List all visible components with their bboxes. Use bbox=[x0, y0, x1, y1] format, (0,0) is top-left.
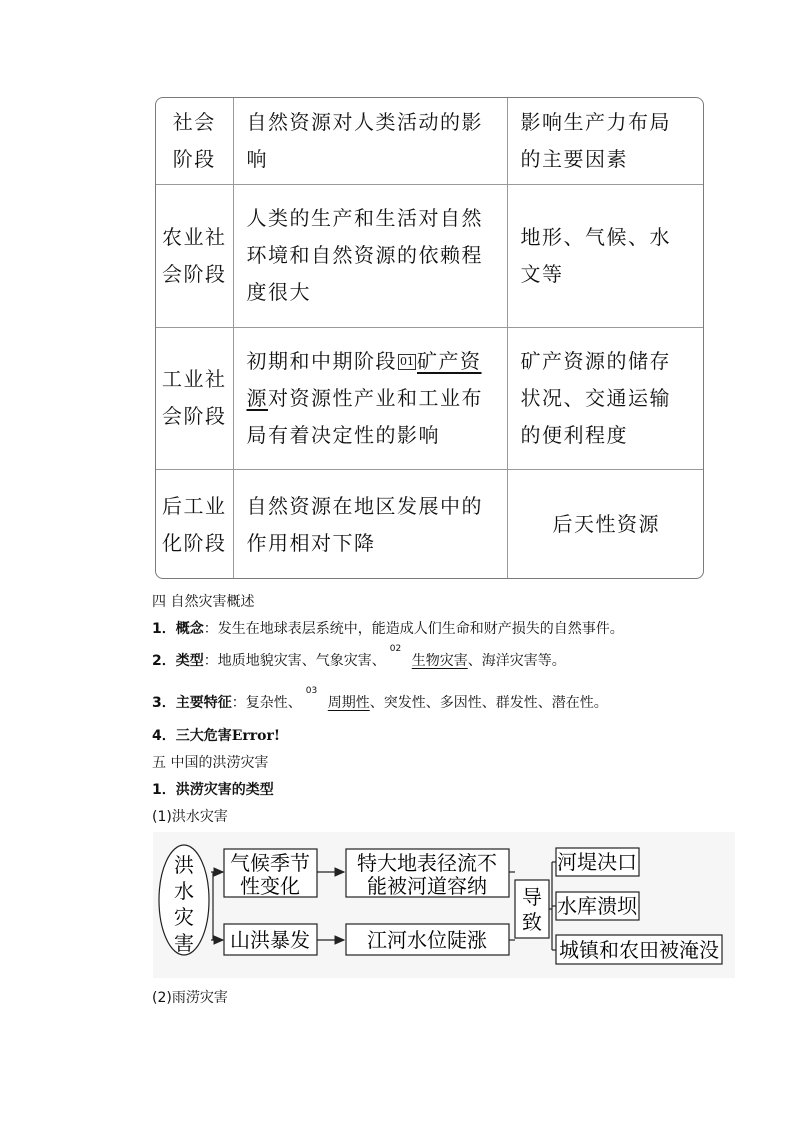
hazards-line: 4．三大危害Error! bbox=[152, 728, 281, 744]
effect-cell: 人类的生产和生活对自然环境和自然资源的依赖程度很大 bbox=[233, 184, 507, 327]
types-line: 2．类型：地质地貌灾害、气象灾害、 02 生物灾害、海洋灾害等。 bbox=[152, 644, 566, 669]
svg-text:导: 导 bbox=[522, 885, 542, 909]
table-row bbox=[156, 184, 704, 327]
root-char: 灾 bbox=[174, 905, 194, 929]
cause-box-climate bbox=[224, 849, 317, 898]
svg-text:江河水位陡涨: 江河水位陡涨 bbox=[367, 928, 487, 952]
resource-stage-table bbox=[155, 97, 704, 579]
stage-cell: 后工业化阶段 bbox=[156, 469, 233, 579]
root-char: 洪 bbox=[174, 853, 194, 877]
root-node bbox=[159, 845, 209, 955]
svg-text:城镇和农田被淹没: 城镇和农田被淹没 bbox=[559, 938, 719, 962]
rain-label: (2)雨涝灾害 bbox=[152, 990, 228, 1006]
factors-cell: 地形、气候、水文等 bbox=[507, 184, 704, 327]
effect-box-runoff bbox=[346, 849, 509, 898]
svg-text:气候季节: 气候季节 bbox=[230, 851, 310, 875]
table-header-row bbox=[156, 98, 704, 184]
effect-box-water-rise bbox=[346, 924, 509, 955]
svg-text:能被河道容纳: 能被河道容纳 bbox=[367, 874, 487, 898]
effect-cell: 初期和中期阶段 01 矿产资源对资源性产业和工业布局有着决定性的影响 bbox=[233, 327, 507, 469]
stage-cell: 工业社会阶段 bbox=[156, 327, 233, 469]
flood-diagram bbox=[153, 832, 735, 978]
result-box-levee-breach bbox=[556, 848, 639, 876]
blank-number-badge: 01 bbox=[400, 354, 414, 368]
svg-text:特大地表径流不: 特大地表径流不 bbox=[357, 851, 497, 875]
svg-text:河堤决口: 河堤决口 bbox=[557, 850, 637, 874]
section-4-title: 四 自然灾害概述 bbox=[152, 594, 255, 610]
fill-blank: 03 周期性 bbox=[305, 686, 370, 711]
svg-text:山洪暴发: 山洪暴发 bbox=[230, 928, 310, 952]
blank-number-badge: 03 bbox=[305, 686, 318, 696]
stage-cell: 农业社会阶段 bbox=[156, 184, 233, 327]
header-effect: 自然资源对人类活动的影响 bbox=[233, 98, 507, 184]
flood-label: (1)洪水灾害 bbox=[152, 809, 228, 825]
lead-box bbox=[515, 880, 549, 938]
svg-text:性变化: 性变化 bbox=[240, 874, 300, 898]
cause-box-flash-flood bbox=[224, 924, 317, 955]
result-box-inundation bbox=[556, 935, 722, 964]
root-char: 水 bbox=[174, 879, 194, 903]
section-5-title: 五 中国的洪涝灾害 bbox=[152, 755, 269, 771]
svg-text:致: 致 bbox=[522, 910, 542, 934]
fill-blank: 02 生物灾害 bbox=[389, 644, 468, 669]
answer-text: 矿产资源 bbox=[246, 348, 482, 410]
effect-cell: 自然资源在地区发展中的作用相对下降 bbox=[233, 469, 507, 579]
result-box-dam-failure bbox=[556, 892, 639, 920]
root-char: 害 bbox=[174, 931, 194, 955]
header-stage: 社会阶段 bbox=[156, 98, 233, 184]
blank-number-badge: 02 bbox=[389, 644, 402, 654]
factors-cell: 后天性资源 bbox=[507, 469, 704, 579]
header-factors: 影响生产力布局的主要因素 bbox=[507, 98, 704, 184]
flood-types-heading: 1．洪涝灾害的类型 bbox=[152, 782, 274, 798]
table-row bbox=[156, 327, 704, 469]
concept-line: 1．概念：发生在地球表层系统中，能造成人们生命和财产损失的自然事件。 bbox=[152, 621, 624, 637]
factors-cell: 矿产资源的储存状况、交通运输的便利程度 bbox=[507, 327, 704, 469]
svg-text:水库溃坝: 水库溃坝 bbox=[557, 894, 637, 918]
table-row bbox=[156, 469, 704, 579]
features-line: 3．主要特征：复杂性、 03 周期性、突发性、多因性、群发性、潜在性。 bbox=[152, 686, 608, 711]
